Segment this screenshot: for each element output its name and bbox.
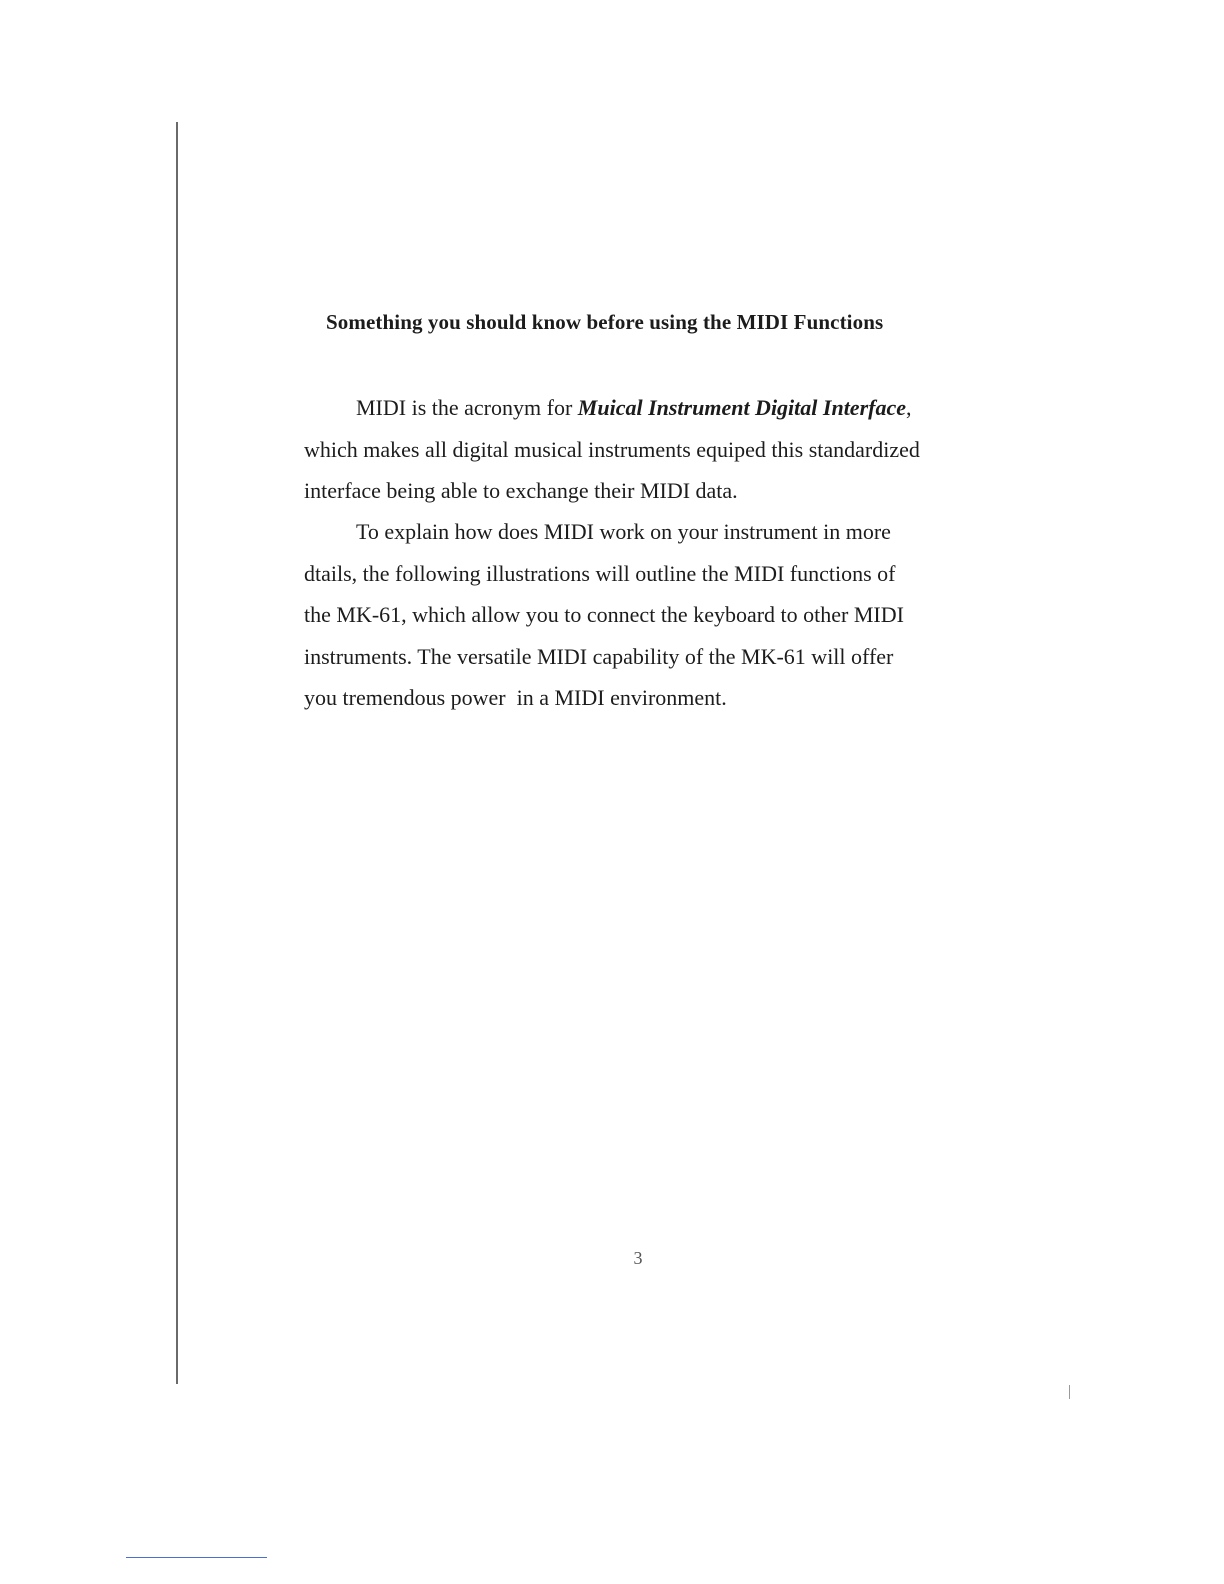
paragraph1-line1-punctuation: , bbox=[906, 395, 912, 420]
paragraph-midi-functions bbox=[304, 511, 904, 719]
section-heading: Something you should know before using the MIDI Functions bbox=[326, 310, 884, 334]
footnote-rule bbox=[126, 1557, 267, 1558]
paragraph1-line3: interface being able to exchange their MIDI data. bbox=[304, 478, 738, 503]
scan-mark bbox=[1069, 1385, 1070, 1399]
paragraph1-line2: which makes all digital musical instruments equiped this standardized bbox=[304, 436, 920, 462]
midi-full-name: Muical Instrument Digital Interface bbox=[577, 395, 906, 420]
paragraph1-line1-text: MIDI is the acronym for bbox=[356, 395, 578, 420]
paragraph2-line3: the MK-61, which allow you to connect the keyboard to other MIDI bbox=[304, 602, 904, 627]
paragraph2-line4: instruments. The versatile MIDI capability of the MK-61 will offer bbox=[304, 643, 894, 669]
binding-margin-line bbox=[176, 122, 178, 1384]
paragraph2-line1: To explain how does MIDI work on your instrument in more bbox=[356, 519, 891, 544]
paragraph2-line2: dtails, the following illustrations will outline the MIDI functions of bbox=[304, 560, 896, 586]
paragraph-midi-definition bbox=[304, 387, 920, 512]
page-number: 3 bbox=[633, 1248, 643, 1268]
paragraph2-line5: you tremendous power in a MIDI environment. bbox=[304, 685, 727, 710]
